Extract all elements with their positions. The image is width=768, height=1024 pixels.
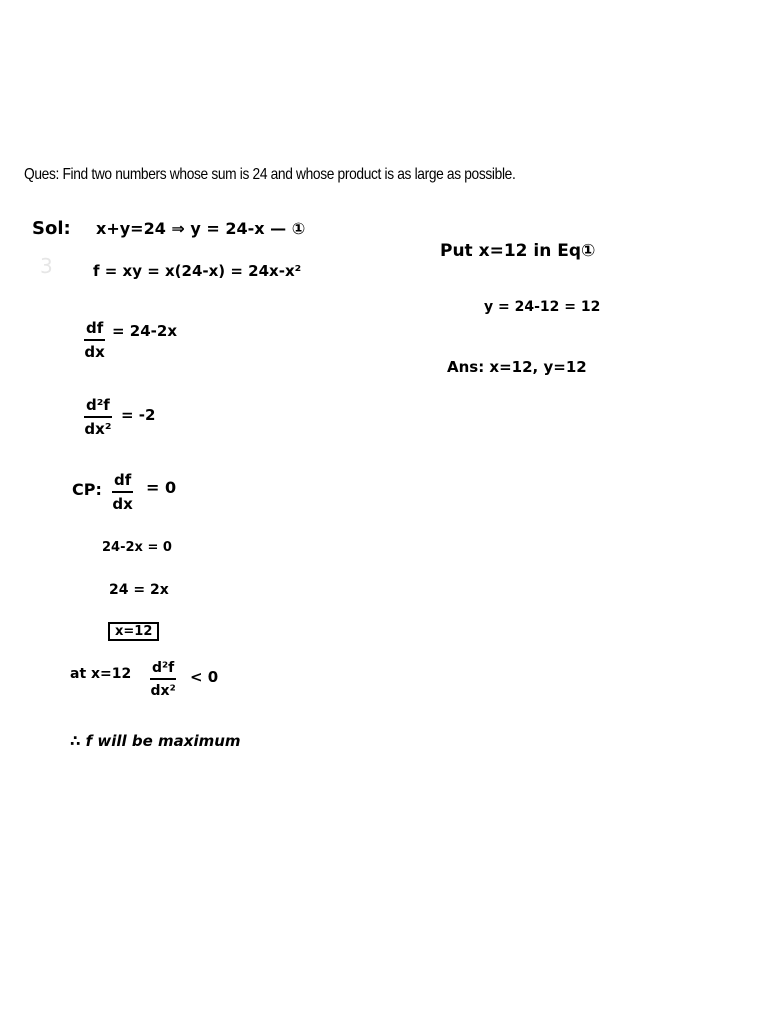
second-derivative-check-fraction <box>150 661 176 698</box>
second-derivative-rhs: = -2 <box>121 406 156 424</box>
boxed-result-value: x=12 <box>108 622 159 641</box>
answer-line: Ans: x=12, y=12 <box>447 358 587 376</box>
second-derivative-fraction <box>84 398 112 437</box>
first-derivative-rhs: = 24-2x <box>112 322 178 340</box>
equation-1: x+y=24 ⇒ y = 24-x — ① <box>96 219 306 238</box>
y-value-line: y = 24-12 = 12 <box>484 299 601 315</box>
question-text: Ques: Find two numbers whose sum is 24 and whose product is as large as possible. <box>24 166 516 183</box>
check-numerator: d²f <box>152 660 175 676</box>
at-x-label: at x=12 <box>70 666 132 682</box>
check-rhs: < 0 <box>190 668 219 686</box>
step-1: 24-2x = 0 <box>102 540 172 555</box>
critical-point-label: CP: <box>72 480 102 499</box>
second-derivative-numerator: d²f <box>86 396 110 414</box>
critical-point-numerator: df <box>114 471 132 489</box>
critical-point-fraction <box>112 473 133 512</box>
boxed-result <box>108 622 159 641</box>
first-derivative-numerator: df <box>86 319 104 337</box>
solution-label: Sol: <box>32 218 71 239</box>
conclusion: ∴ f will be maximum <box>70 732 241 750</box>
first-derivative-fraction <box>84 321 105 360</box>
second-derivative-denominator: dx² <box>84 420 112 438</box>
critical-point-rhs: = 0 <box>146 478 177 497</box>
check-denominator: dx² <box>150 683 176 699</box>
step-2: 24 = 2x <box>109 582 169 598</box>
first-derivative-denominator: dx <box>84 343 105 361</box>
function-definition: f = xy = x(24-x) = 24x-x² <box>93 262 302 280</box>
critical-point-denominator: dx <box>112 495 133 513</box>
substitution-line: Put x=12 in Eq① <box>440 241 596 261</box>
faint-mark: 3 <box>40 254 53 278</box>
